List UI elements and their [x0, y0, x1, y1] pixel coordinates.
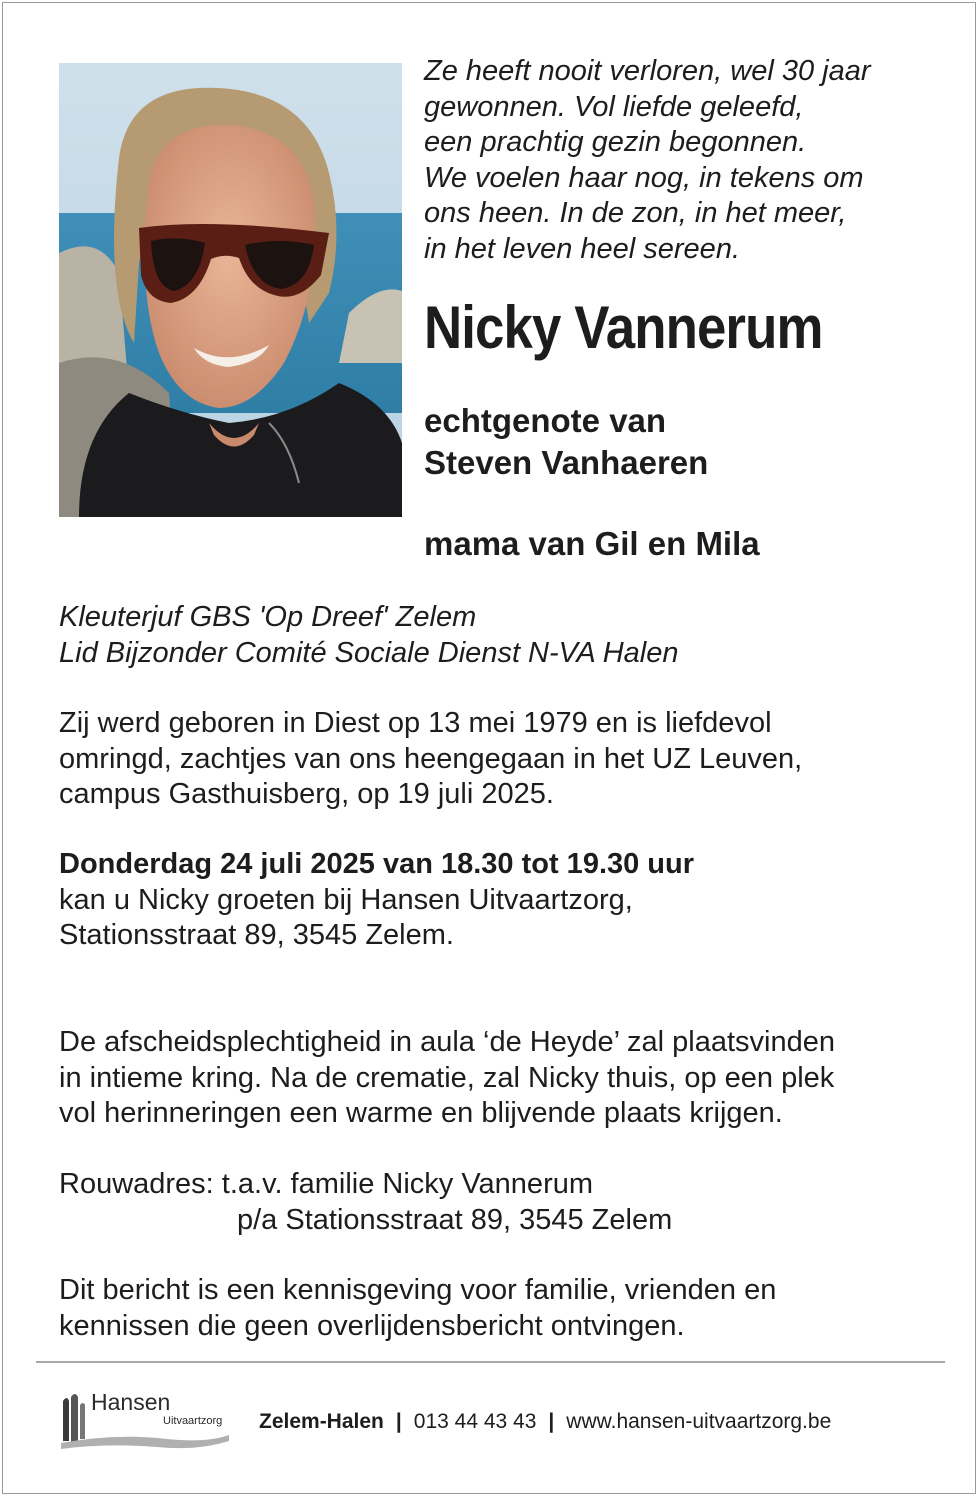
role-line: Kleuterjuf GBS 'Op Dreef' Zelem — [59, 601, 477, 633]
portrait-photo — [59, 63, 402, 517]
footer-divider — [36, 1361, 945, 1363]
paragraph-line: De afscheidsplechtigheid in aula ‘de Heyde’ zal plaatsvinden — [59, 1026, 835, 1058]
poem-line: We voelen haar nog, in tekens om — [424, 161, 864, 194]
paragraph-line: campus Gasthuisberg, op 19 juli 2025. — [59, 778, 554, 810]
address-line: p/a Stationsstraat 89, 3545 Zelem — [237, 1203, 673, 1236]
footer-phone: 013 44 43 43 — [413, 1410, 537, 1433]
logo-subtitle: Uitvaartzorg — [163, 1415, 223, 1427]
paragraph-line: omringd, zachtjes van ons heengegaan in het UZ Leuven, — [59, 742, 803, 775]
spouse-label: echtgenote van — [424, 402, 667, 439]
poem-line: Ze heeft nooit verloren, wel 30 jaar — [424, 55, 871, 87]
footer-town: Zelem-Halen — [259, 1410, 384, 1433]
poem-line: gewonnen. Vol liefde geleefd, — [424, 90, 804, 123]
footer-contact — [259, 1408, 831, 1436]
paragraph-line: vol herinneringen een warme en blijvende plaats krijgen. — [59, 1097, 783, 1129]
address-line: Rouwadres: t.a.v. familie Nicky Vannerum — [59, 1168, 594, 1200]
birth-paragraph — [59, 706, 802, 813]
footer-separator: | — [395, 1410, 402, 1433]
footer-separator: | — [548, 1410, 555, 1433]
visitation-paragraph — [59, 847, 694, 954]
poem-line: in het leven heel sereen. — [424, 232, 740, 265]
memorial-poem — [424, 54, 944, 267]
mourning-address — [59, 1167, 672, 1238]
visitation-headline: Donderdag 24 juli 2025 van 18.30 tot 19.30 uur — [59, 848, 695, 880]
ceremony-paragraph — [59, 1025, 835, 1132]
children-line: mama van Gil en Mila — [424, 525, 760, 562]
poem-line: ons heen. In de zon, in het meer, — [424, 197, 847, 229]
hansen-logo — [57, 1389, 232, 1453]
paragraph-line: in intieme kring. Na de crematie, zal Nicky thuis, op een plek — [59, 1061, 835, 1094]
footer-website: www.hansen-uitvaartzorg.be — [566, 1410, 832, 1433]
paragraph-line: Stationsstraat 89, 3545 Zelem. — [59, 919, 454, 951]
spouse-block — [424, 400, 708, 484]
logo-name: Hansen — [91, 1389, 171, 1415]
paragraph-line: Dit bericht is een kennisgeving voor familie, vrienden en — [59, 1274, 777, 1306]
paragraph-line: kan u Nicky groeten bij Hansen Uitvaartzorg, — [59, 883, 633, 916]
paragraph-line: Zij werd geboren in Diest op 13 mei 1979 en is liefdevol — [59, 707, 772, 739]
role-line: Lid Bijzonder Comité Sociale Dienst N-VA Halen — [59, 636, 679, 669]
spouse-name: Steven Vanhaeren — [424, 444, 709, 481]
poem-line: een prachtig gezin begonnen. — [424, 126, 807, 158]
paragraph-line: kennissen die geen overlijdensbericht ontvingen. — [59, 1309, 685, 1342]
deceased-name: Nicky Vannerum — [424, 294, 823, 361]
roles-block — [59, 600, 679, 671]
notice-paragraph — [59, 1273, 776, 1344]
